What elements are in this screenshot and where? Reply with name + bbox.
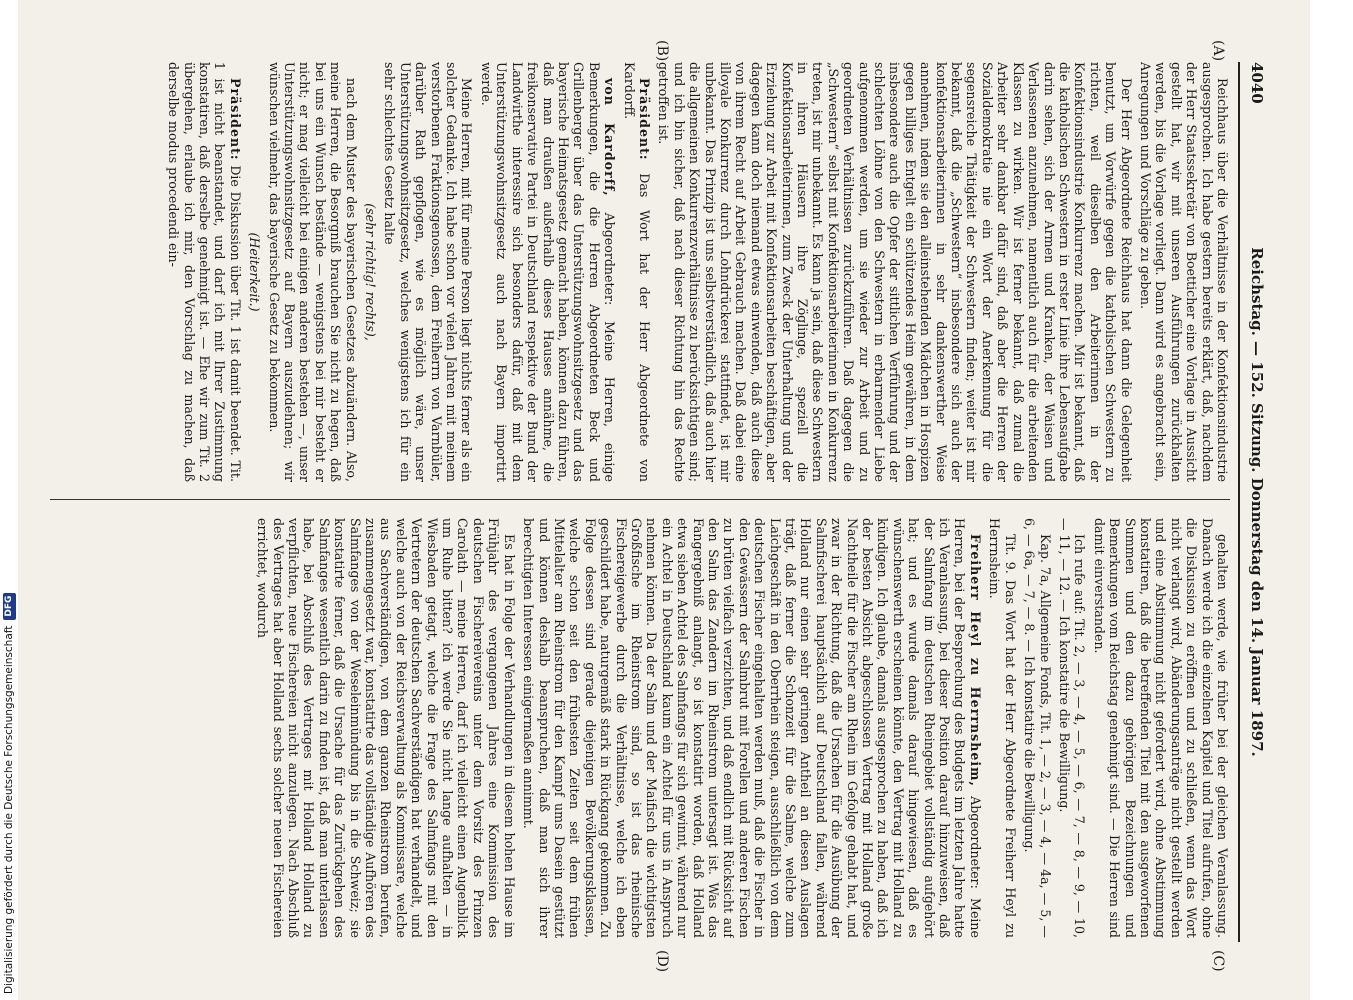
margin-marker-a: (A): [1210, 40, 1226, 62]
body-paragraph: Ich rufe auf: Tit. 2, — 3, — 4, — 5, — 6, — 7, — 8, — 9, — 10, — 11, — 12. — Ich konstatire die Bewilligung.: [1056, 518, 1088, 938]
body-paragraph: Der Herr Abgeordnete Reichhaus hat dann die Gelegenheit benutzt, um Vorwürfe gegen die katholischen Schwestern zu richten, weil dieselben den Arbeiterinnen in der Konfektionsindustrie Konkurrenz machen. Mir ist bekannt, daß die katholischen Schwestern in erster Linie ihre Lebensaufgabe darin sehen, sich der Armen und Kranken, der Waisen und Verlassenen anzunehmen, namentlich auch für die arbeitenden Klassen zu wirken. Wir ist ferner bekannt, daß zumal die Arbeiter sehr dankbar dafür sind, daß aber die Herren der Sozialdemokratie nie ein Wort der Anerkennung für die segensreiche Thätigkeit der Schwestern finden; weiter ist mir bekannt, daß die „Schwestern“ insbesondere sich auch der konfektionsarbeiterinnen in sehr dankenswerther Weise annehmen, indem sie den alleinstehenden Mädchen in Hospizen gegen billiges Entgelt ein schützendes Heim gewähren, in dem insbesondere auch die Opfer der sittlichen Verführung und der schlechten Löhne von den Schwestern in erbarmender Liebe aufgenommen werden, um sie wieder zur Arbeit und zu geordneten Verhältnissen zurückzuführen. Daß dagegen die „Schwestern“ selbst mit Konfektionsarbeiterinnen in Konkurrenz treten, ist mir unbekannt. Es kann ja sein, daß diese Schwestern in ihren Häusern ihre Zöglinge, speziell die Konfektionsarbeiterinnen, zum Zweck der Unterhaltung und der Erziehung zur Arbeit mit Konfektionsarbeiten beschäftigen, aber dagegen kann doch niemand etwas einwenden, daß auch diese von ihrem Recht auf Arbeit Gebrauch machen. Daß dabei eine illoyale Konkurrenz durch Lohndrückerei stattfindet, ist mir unbekannt. Das Prinzip ist uns selbstverständlich, daß auch hier die allgemeinen Konkurrenzverhältnisse zu berücksichtigen sind; und ich bin sicher, daß nach dieser Richtung hin das Rechte getroffen ist.: [656, 62, 1134, 482]
speech-paragraph: [521, 518, 983, 938]
body-paragraph: Es hat in Folge der Verhandlungen in diesem hohen Hause im Frühjahr des vergangenen Jahres eine Kommission des deutschen Fischereivereins unter dem Vorsitz des Prinzen Carolath — meine Herren, darf ich vielleicht einen Augenblick um Ruhe bitten? ich werde Sie nicht lange aufhalten — in Wiesbaden getagt, welche die Frage des Salmfangs mit den Vertretern der deutschen Sachverständigen hat verhandelt, und welche auch von der Reichsverwaltung als Kommissare, welche aus Sachverständigen, von dem ganzen Rheinstrom berufen, zusammengesetzt war, konstatirte das vollständige Aufhören des Salmfanges von der Weseleinmündung bis in die Schweiz; sie konstatirte ferner, daß die Ursache für das Zurückgehen des Salmfanges wesentlich darin zu finden ist, daß man unterlassen habe, bei Abschluß des Vertrages mit Holland Holland zu verpflichten, neue Fischereien nicht anzulegen. Nach Abschluß des Vertrages hat aber Holland sechs solcher neuen Fischereien errichtet, wodurch: [255, 518, 517, 938]
header-rule: [1238, 62, 1240, 942]
digitization-credit: [0, 0, 18, 1000]
left-column: [50, 62, 1230, 482]
body-paragraph: Kap. 7a, Allgemeine Fonds, Tit. 1, — 2, — 3, — 4, — 4a, — 5, — 6, — 6a, — 7, — 8. — Ich konstatire die Bewilligung.: [1022, 518, 1053, 938]
page-header: [1242, 62, 1266, 942]
speaker-name: Präsident:: [227, 78, 243, 161]
speech-text: Abgeordneter: Meine Herren, bei der Besprechung des Budgets im letzten Jahre hatte ich Veranlassung, bei dieser Position darauf hinzuweisen, daß der Salmfang im deutschen Rheingebiet vollständig aufgehört hat; und es wurde damals darauf hingewiesen, daß es wünschenswerth erscheinen könnte, den Vertrag mit Holland zu kündigen. Ich glaube, damals ausgesprochen zu haben, daß ich der besten Absicht abgeschlossen Vertrag mit Holland große Nachtheile für die Fischer am Rhein im Gefolge gehabt hat, und zwar in der Richtung, daß die Ursachen für die Ausübung der Salmfischerei hauptsächlich auf Deutschland fallen, während Holland nur einen sehr geringen Antheil an diesen Auslagen trägt, daß ferner die Schonzeit für die Salme, welche zum Laichgeschäft in den Oberrhein steigen, ausschließlich von dem deutschen Fischer eingehalten werden muß, daß die Fischer in den Gewässern der Salmbrut mit Forellen und anderen Fischen zu brüten vielfach verzichten, und daß endlich mit Rücksicht auf den Salm das Zandern im Rheinstrom untersagt ist. Was das Fangergebniß anlangt, so ist konstatirt worden, daß Holland etwa sieben Achtel des Salmfangs für sich gewinnt, während nur ein Achtel in Deutschland kaum ein Achtel für uns in Anspruch nehmen können. Da der Salm und der Maifisch die wichtigsten Großfische im Rheinstrom sind, so ist das rheinische Fischereigewerbe durch die Verhältnisse, welche ich eben geschildert habe, naturgemäß stark in Rückgang gekommen. Zu Folge dessen sind gerade diejenigen Bevölkerungsklassen, welche schon seit den frühesten Zeiten seit dem frühen Mittelalter am Rheinstrom für den Kampf ums Dasein gestützt und können deshalb beanspruchen, daß man sich ihrer berechtigten Interessen einigermaßen annimmt.: [521, 518, 983, 938]
margin-marker-b: (B): [654, 40, 670, 62]
body-paragraph: Tit. 9. Das Wort hat der Herr Abgeordnete Freiherr Heyl zu Herrnsheim.: [987, 518, 1018, 938]
dfg-logo: DFG: [3, 593, 16, 620]
body-paragraph: Meine Herren, mit für meine Person liegt nichts ferner als ein solcher Gedanke. Ich habe schon vor vielen Jahren mit meinem verstorbenen Fraktionsgenossen, dem Freiherrn von Varnbüler, darüber Rath gepflogen, wie es möglich wäre, unser Unterstützungswohnsitzgesetz, welches wenigstens ich für ein sehr schlechtes Gesetz halte: [382, 62, 475, 482]
running-title: Reichstag. — 152. Sitzung. Donnerstag den 14. Januar 1897.: [1248, 247, 1266, 757]
speech-text: Abgeordneter: Meine Herren, einige Bemerkungen, die die Herren Abgeordneten Beck und Grillenberger über das Unterstützungswohnsitzgesetz und das bayerische Heimatsgesetz gemacht haben, können dazu führen, daß man draußen außerhalb dieses Hauses annähme, die freikonservative Partei in Deutschland respektive der Bund der Landwirthe interessire sich besonders dafür, daß mit dem Unterstützungswohnsitzgesetz auch nach Bayern importirt werde.: [478, 62, 618, 482]
margin-marker-d: (D): [654, 950, 670, 973]
speech-text: Das Wort hat der Herr Abgeordnete von Kardorff.: [621, 62, 652, 482]
speaker-name: Präsident:: [636, 78, 652, 161]
margin-marker-c: (C): [1210, 950, 1226, 972]
column-divider: [50, 499, 1230, 500]
credit-text: Digitalisierung gefördert durch die Deutsche Forschungsgemeinschaft: [3, 625, 15, 994]
speaker-name: von Kardorff,: [602, 78, 618, 197]
right-column: [50, 518, 1230, 938]
page-number: 4040: [1248, 62, 1266, 104]
speech-paragraph: [621, 62, 652, 482]
body-paragraph: nach dem Muster des bayerischen Gesetzes abzuändern. Also, meine Herren, die Besorgniß brauchen Sie nicht zu hegen, daß bei uns ein Wunsch bestände — wenigstens bei mir besteht er nicht; er mag vielleicht bei einigen anderen bestehen —, unser Unterstützungswohnsitzgesetz auf Bayern auszudehnen; wir wünschen vielmehr, das bayerische Gesetz zu bekommen.: [266, 62, 359, 482]
speaker-name: Freiherr Heyl zu Herrnsheim,: [967, 534, 983, 787]
speech-text: Die Diskussion über Tit. 1 ist damit beendet. Tit. 1 ist nicht beanstandet, und darf ich mit Ihrer Zustimmung konstatiren, daß derselbe genehmigt ist. — Ehe wir zum Tit. 2 übergehen, erlaube ich mir, den Vorschlag zu machen, daß derselbe modus procedendi ein-: [166, 62, 243, 482]
speech-paragraph: [479, 62, 618, 482]
body-paragraph: Reichhaus über die Verhältnisse in der Konfektionsindustrie ausgesprochen. Ich habe gestern bereits erklärt, daß, nachdem der Herr Staatssekretär von Boetticher eine Vorlage in Aussicht gestellt hat, wir mit unseren Ausführungen zurückhalten werden, bis die Vorlage vorliegt. Dann wird es angebracht sein, Anregungen und Vorschläge zu geben.: [1137, 62, 1230, 482]
body-paragraph: gehalten werde, wie früher bei der gleichen Veranlassung. Danach werde ich die einzelnen Kapitel und Titel aufrufen, ohne die Diskussion zu eröffnen und zu schließen, wenn das Wort nicht verlangt wird, Abänderungsanträge nicht gestellt werden und eine Abstimmung nicht gefordert wird, ohne Abstimmung konstatiren, daß die betreffenden Titel mit den ausgeworfenen Summen und den dazu gehörigen Bezeichnungen und Bemerkungen vom Reichstag genehmigt sind. — Die Herren sind damit einverstanden.: [1091, 518, 1230, 938]
interjection: (sehr richtig! rechts),: [363, 203, 379, 341]
interjection: (Heiterkeit.): [247, 232, 263, 312]
speech-paragraph: [166, 62, 243, 482]
